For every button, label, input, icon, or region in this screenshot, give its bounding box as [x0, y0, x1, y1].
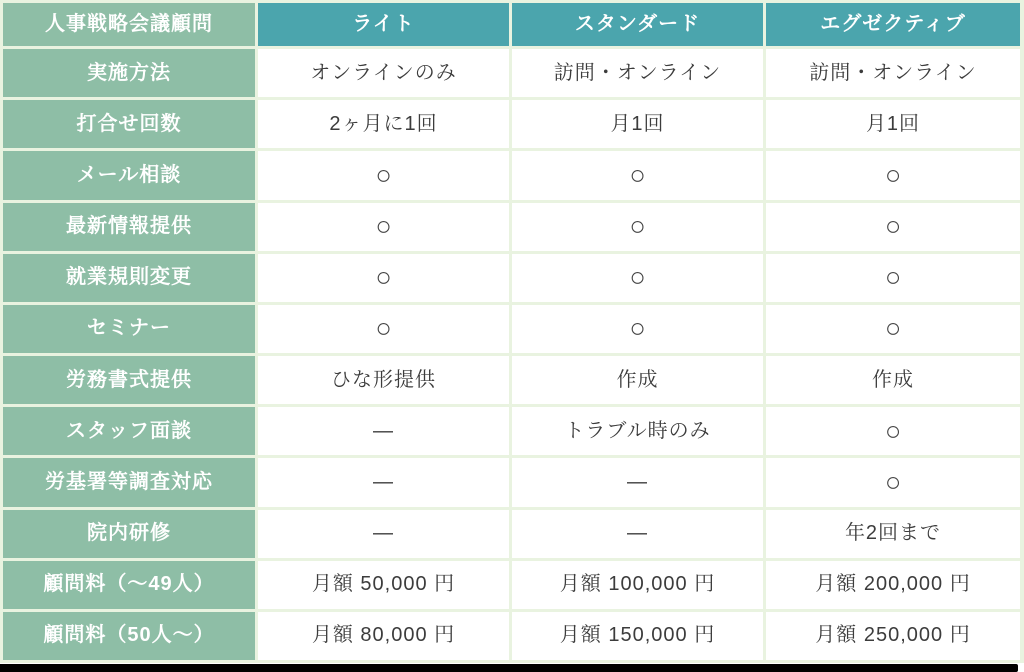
data-cell: ○ — [766, 203, 1020, 251]
data-cell: ○ — [766, 305, 1020, 353]
plan-header-executive: エグゼクティブ — [766, 3, 1020, 46]
data-cell: ひな形提供 — [258, 356, 509, 404]
data-cell: ○ — [258, 151, 509, 199]
data-cell: 月1回 — [766, 100, 1020, 148]
row-label: 労基署等調査対応 — [3, 458, 255, 506]
data-cell: 年2回まで — [766, 510, 1020, 558]
bottom-black-bar — [0, 664, 1018, 672]
data-cell: ○ — [258, 254, 509, 302]
data-cell: ○ — [512, 254, 763, 302]
data-cell: — — [512, 510, 763, 558]
row-label: 顧問料（50人～） — [3, 612, 255, 660]
data-cell: ○ — [258, 203, 509, 251]
plan-header-light: ライト — [258, 3, 509, 46]
data-cell: ○ — [766, 254, 1020, 302]
row-label: 顧問料（～49人） — [3, 561, 255, 609]
table-corner-header: 人事戦略会議顧問 — [3, 3, 255, 46]
row-label: 就業規則変更 — [3, 254, 255, 302]
data-cell: ○ — [512, 203, 763, 251]
data-cell: ○ — [766, 151, 1020, 199]
data-cell: オンラインのみ — [258, 49, 509, 97]
data-cell: — — [512, 458, 763, 506]
data-cell: トラブル時のみ — [512, 407, 763, 455]
row-label: メール相談 — [3, 151, 255, 199]
data-cell: — — [258, 458, 509, 506]
plan-header-standard: スタンダード — [512, 3, 763, 46]
data-cell: 月額 200,000 円 — [766, 561, 1020, 609]
data-cell: ○ — [512, 151, 763, 199]
data-cell: 月額 80,000 円 — [258, 612, 509, 660]
data-cell: 月額 50,000 円 — [258, 561, 509, 609]
data-cell: 月1回 — [512, 100, 763, 148]
row-label: 最新情報提供 — [3, 203, 255, 251]
data-cell: 作成 — [512, 356, 763, 404]
data-cell: 訪問・オンライン — [766, 49, 1020, 97]
row-label: スタッフ面談 — [3, 407, 255, 455]
data-cell: ○ — [766, 407, 1020, 455]
data-cell: 月額 250,000 円 — [766, 612, 1020, 660]
data-cell: 作成 — [766, 356, 1020, 404]
row-label: セミナー — [3, 305, 255, 353]
row-label: 労務書式提供 — [3, 356, 255, 404]
data-cell: 2ヶ月に1回 — [258, 100, 509, 148]
data-cell: — — [258, 510, 509, 558]
data-cell: — — [258, 407, 509, 455]
data-cell: ○ — [512, 305, 763, 353]
data-cell: 月額 150,000 円 — [512, 612, 763, 660]
data-cell: ○ — [258, 305, 509, 353]
row-label: 打合せ回数 — [3, 100, 255, 148]
row-label: 実施方法 — [3, 49, 255, 97]
data-cell: 月額 100,000 円 — [512, 561, 763, 609]
data-cell: 訪問・オンライン — [512, 49, 763, 97]
data-cell: ○ — [766, 458, 1020, 506]
row-label: 院内研修 — [3, 510, 255, 558]
